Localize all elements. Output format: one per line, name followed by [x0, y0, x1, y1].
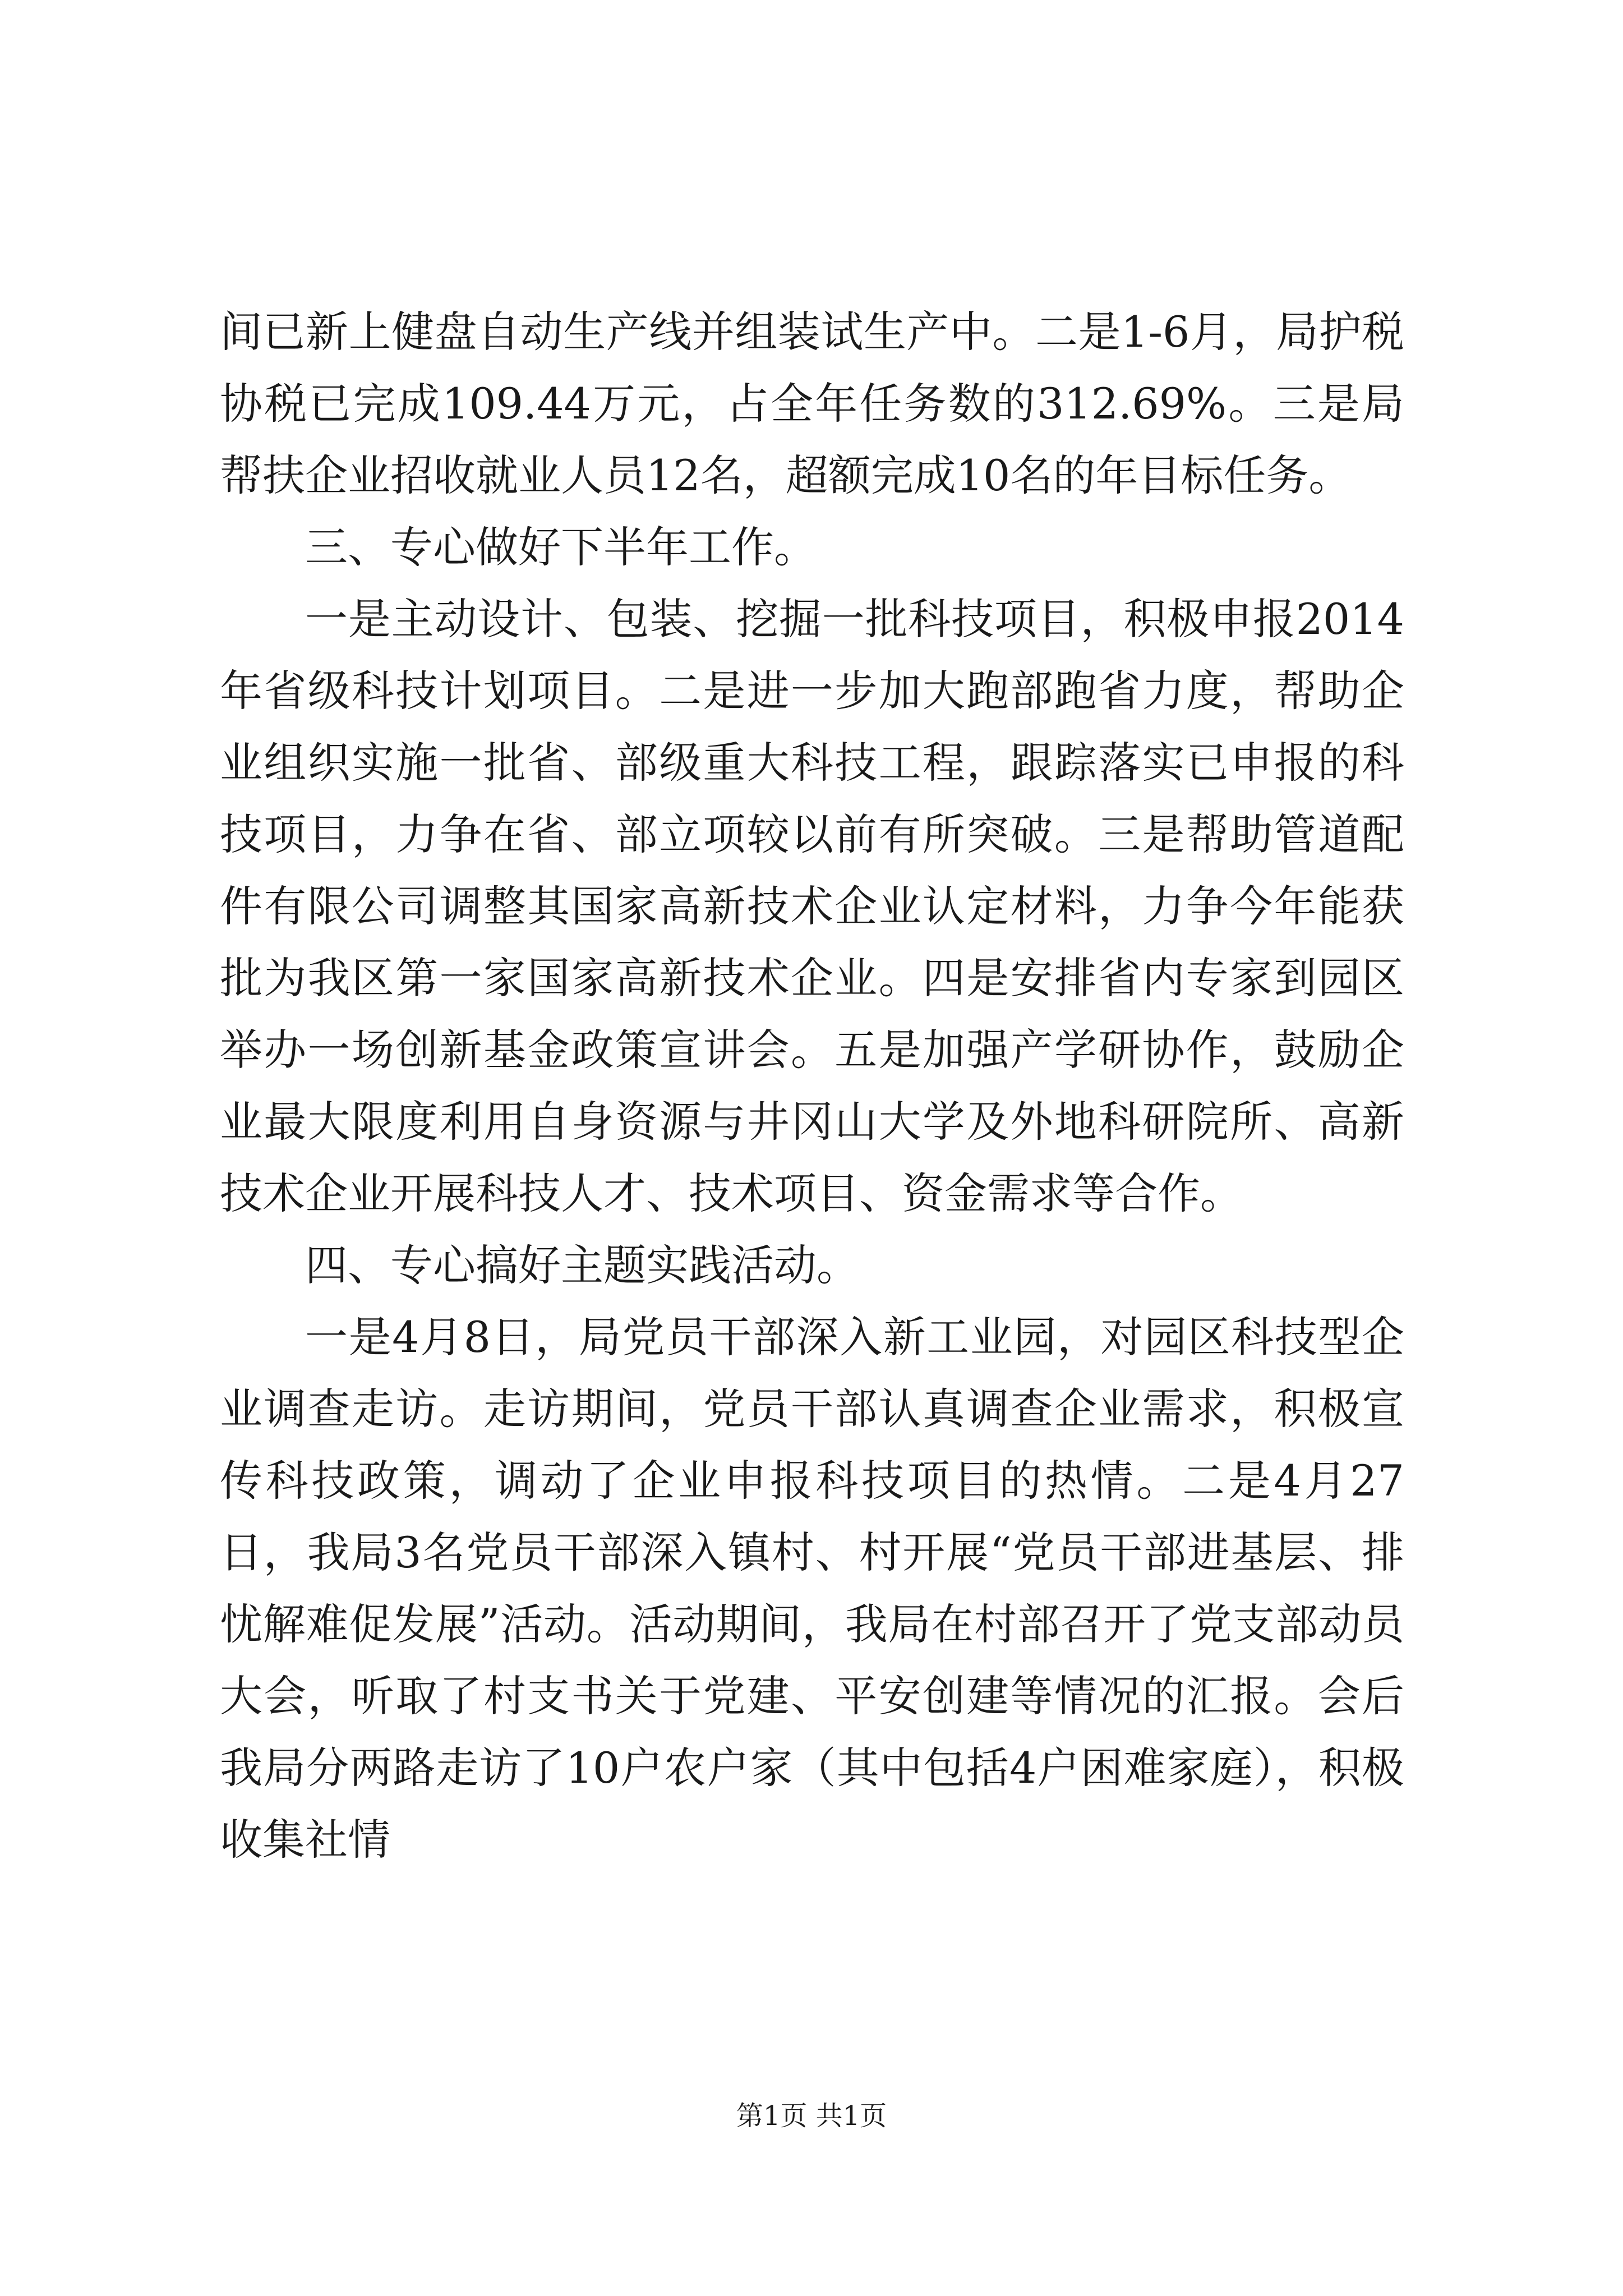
section-heading-3: 三、专心做好下半年工作。: [305, 522, 817, 572]
paragraph-activities: 一是4月8日，局党员干部深入新工业园，对园区科技型企业调查走访。走访期间，党员干部认真调查企业需求，积极宣传科技政策，调动了企业申报科技项目的热情。二是4月27日，我局3名党员干部深入镇村、村开展“党员干部进基层、排忧解难促发展”活动。活动期间，我局在村部召开了党支部动员大会，听取了村支书关于党建、平安创建等情况的汇报。会后我局分两路走访了10户农户家（其中包括4户困难家庭），积极收集社情: [220, 1312, 1404, 1865]
document-body: [220, 296, 1404, 1876]
paragraph-plans: 一是主动设计、包装、挖掘一批科技项目，积极申报2014年省级科技计划项目。二是进一步加大跑部跑省力度，帮助企业组织实施一批省、部级重大科技工程，跟踪落实已申报的科技项目，力争在省、部立项较以前有所突破。三是帮助管道配件有限公司调整其国家高新技术企业认定材料，力争今年能获批为我区第一家国家高新技术企业。四是安排省内专家到园区举办一场创新基金政策宣讲会。五是加强产学研协作，鼓励企业最大限度利用自身资源与井冈山大学及外地科研院所、高新技术企业开展科技人才、技术项目、资金需求等合作。: [220, 594, 1404, 1218]
page-footer: 第1页 共1页: [736, 2100, 887, 2132]
section-heading-4: 四、专心搞好主题实践活动。: [305, 1240, 859, 1290]
paragraph-continuation: 间已新上健盘自动生产线并组装试生产中。二是1-6月，局护税协税已完成109.44万元，占全年任务数的312.69%。三是局帮扶企业招收就业人员12名，超额完成10名的年目标任务。: [220, 307, 1404, 500]
